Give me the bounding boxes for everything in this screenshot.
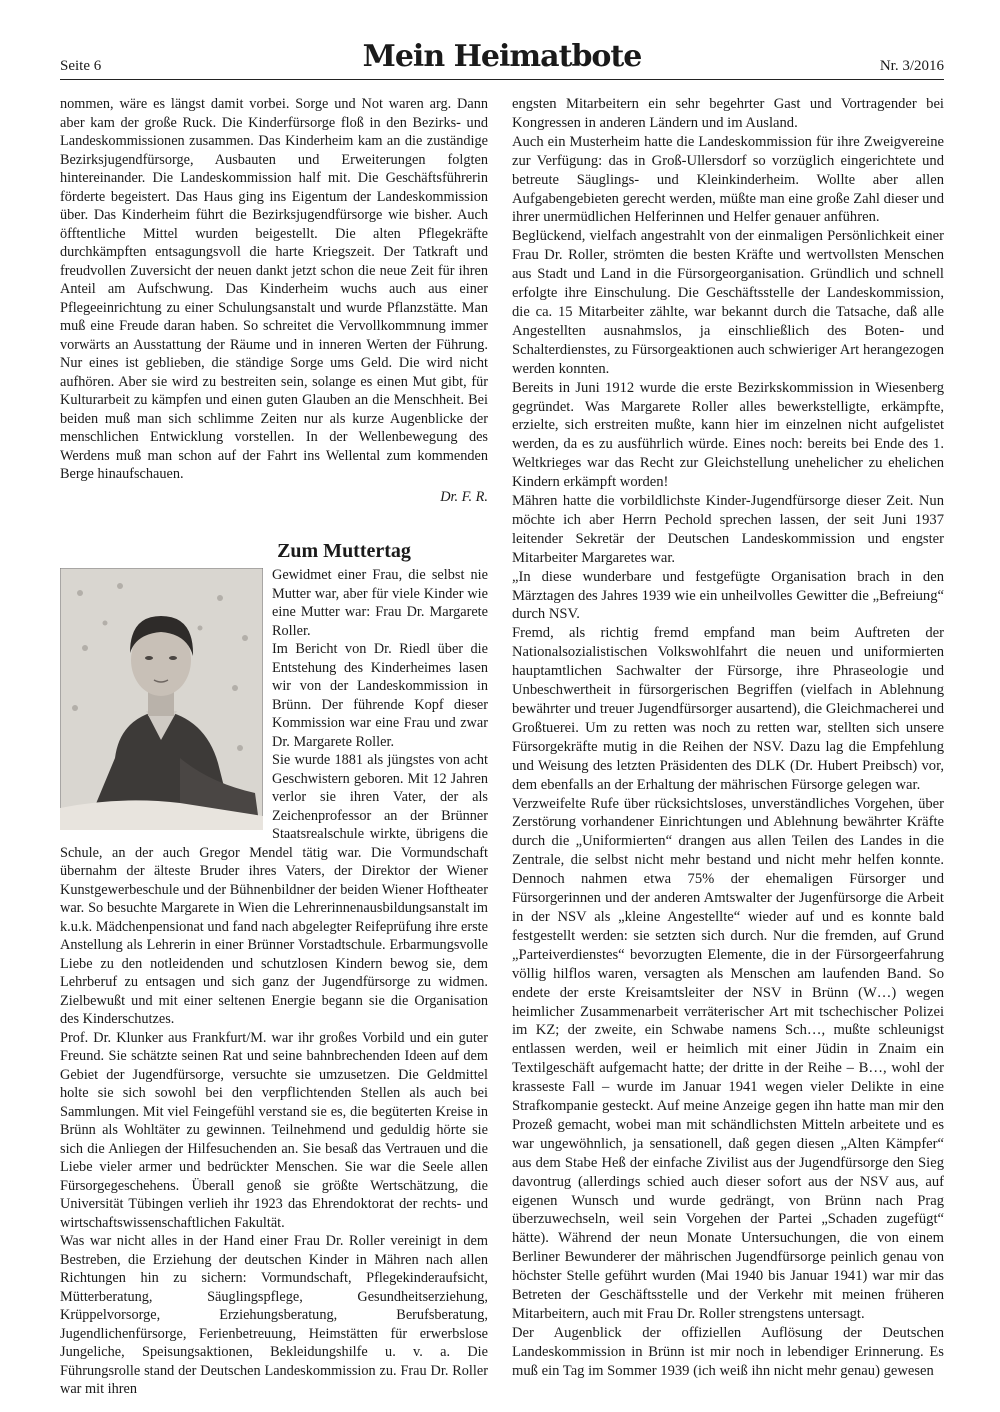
article-paragraph: Mähren hatte die vorbildlichste Kinder-Jugendfürsorge dieser Zeit. Nun möchte ich aber Herrn Pechold sprechen lassen, der seit Juni 1937 leitender Sekretär der Deutschen Landeskommission und engster Mitarbeiter Margaretes war. <box>512 493 944 566</box>
article-paragraph: Fremd, als richtig fremd empfand man beim Auftreten der Nationalsozialistischen Volkswohlfahrt die neuen und uniformierten hauptamtlichen Sachwalter der Fürsorge, ihre Phraseologie und Unbeschwertheit in fürsorgerischen Begriffen (vielfach in Ablehnung bewährter und treuer Jugendfürsorger ausartend), die Gleichmacherei und Großtuerei. Um zu retten was noch zu retten war, stellten sich unsere Fürsorgekräfte mutig in die Reihen der NSV. Dazu lag die Empfehlung und Weisung des letzten Präsidenten des DLK (Dr. Hubert Preibsch) vor, dem ebenfalls an der Erhaltung der mährischen Fürsorge gelegen war. <box>512 625 944 793</box>
article-paragraph: Gewidmet einer Frau, die selbst nie Mutter war, aber für viele Kinder wie eine Mutter war: Frau Dr. Margarete Roller. <box>272 567 488 639</box>
issue-number: Nr. 3/2016 <box>879 58 944 74</box>
article-paragraph: Der Augenblick der offiziellen Auflösung der Deutschen Landeskommission in Brünn ist mir noch in lebendiger Erinnerung. Es muß ein Tag im Sommer 1939 (ich weiß ihn nicht mehr genau) gewesen <box>512 1324 944 1379</box>
article-paragraph: Im Bericht von Dr. Riedl über die Entstehung des Kinderheimes lasen wir von der Landeskommission in Brünn. Der führende Kopf dieser Kommission war eine Frau und zwar Dr. Margarete Roller. <box>272 641 488 750</box>
article-heading: Zum Muttertag <box>277 540 411 562</box>
page-number: Seite 6 <box>60 58 102 74</box>
article-paragraph: Beglückend, vielfach angestrahlt von der einmaligen Persönlichkeit einer Frau Dr. Roller, strömten die besten Kräfte und wertvollsten Menschen aus Stadt und Land in die Fürsorgeorganisation. Gründlich und schnell erfolgte ihre Einschulung. Die Geschäftsstelle der Landeskommission, die ca. 15 Mitarbeiter zählte, war bekannt durch die Tatsache, daß alle Angestellten ausnahmslos, ja einschließlich des Boten- und Schalterdienstes, zu Fürsorgeaktionen auch schwieriger Art herangezogen werden konnten. <box>512 228 944 377</box>
article-paragraph: Sie wurde 1881 als jüngstes von acht Geschwistern geboren. Mit 12 Jahren verlor sie ihren Vater, der als Zeichenprofessor an der Brünner Staatsrealschule wirkte, übrigens die Schule, an der auch Gregor Mendel tätig war. Die Vormundschaft übernahm der älteste Bruder ihres Vaters, der Direktor der Wiener Kunstgewerbeschule und der Bühnenbildner der beiden Wiener Hoftheater war. So besuchte Margarete in Wien die Lehrerinnenausbildungsanstalt im k.u.k. Mädchenpensionat und fand nach abgelegter Reifeprüfung ihre erste Anstellung als Lehrerin in einer Brünner Vorstadtschule. Erbarmungsvolle Liebe zu den notleidenden und schutzlosen Kindern bewog sie, dem Lehrberuf zu entsagen und sich ganz der Jugendfürsorge zu widmen. Zielbewußt und mit einer seltenen Energie begann sie die Organisation des Kinderschutzes. <box>60 752 488 1027</box>
article-paragraph: Bereits in Juni 1912 wurde die erste Bezirkskommission in Wiesenberg gegründet. Was Margarete Roller alles bewerkstelligte, erkämpfte, erzielte, sich erstreiten mußte, kann hier im einzelnen nicht aufgelistet werden, da es zu ausführlich würde. Eines noch: bereits bei Ende des 1. Weltkrieges war das Recht zur Gleichstellung unehelicher zu ehelichen Kindern erkämpft worden! <box>512 379 944 491</box>
left-column <box>60 95 488 1399</box>
masthead-title: Mein Heimatbote <box>362 39 642 74</box>
article-paragraph: „In diese wunderbare und festgefügte Organisation brach in den Märztagen des Jahres 1939 wie ein unheilvolles Gewitter die „Befreiung“ durch NSV. <box>512 568 944 623</box>
author-signature: Dr. F. R. <box>440 488 488 505</box>
right-column <box>512 95 944 1381</box>
article-paragraph: Auch ein Musterheim hatte die Landeskommission für ihre Zweigvereine zur Verfügung: das in Groß-Ullersdorf so vorzüglich eingerichtete und betreute Säuglings- und Kleinkinderheim. Wollte aber allen Aufgabengebieten gerecht werden, müßte man eine große Zahl dieser und ihrer unermüdlichen Helferinnen und Helfer genauer anführen. <box>512 133 944 226</box>
article-paragraph: Verzweifelte Rufe über rücksichtsloses, unverständliches Vorgehen, über Zerstörung vorhandener Einrichtungen und Ablehnung bewährter Kräfte durch die „Uniformierten“ drangen aus allen Teilen des Landes in die Zentrale, die selbst nicht mehr bestand und nicht mehr helfen konnte. Dennoch nahmen etwa 75% der ehemaligen Fürsorger und Fürsorgerinnen und der anderen Amtswalter der Jugenfürsorge die Arbeit in der NSV als „kleine Angestellte“ wieder auf und es konnte bald festgestellt werden: sie setzten sich durch. Nur die fremden, auf Grund „Parteiverdienstes“ bevorzugten Elemente, die in der Fürsorgeerfahrung völlig hilflos waren, versagten als Menschen am laufenden Band. So endete der erste Kreisamtsleiter der NSV in Brünn (W…) wegen heimlicher Zusammenarbeit verräterischer Art mit tschechischer Polizei im KZ; der zweite, ein Schwabe namens Sch…, mußte schleunigst entlassen werden, weil er heimlich mit einer Jüdin in Znaim ein Textilgeschäft aufgemacht hatte; der dritte in der Reihe – B…, wohl der krasseste Fall – wurde im Januar 1941 wegen vieler Delikte in eine Strafkompanie gesteckt. Auf meine Anzeige gegen ihn hatte man mir den Prozeß gemacht, wobei man mit schändlichsten Mitteln arbeitete und es war ungewöhnlich, ja sensationell, daß gegen diesen „Alten Kämpfer“ aus dem Stabe Heß der einfache Zivilist aus der Jugendfürsorge den Sieg davontrug (allerdings schied auch dieser sofort aus der NSV aus, auf eigenen Wunsch und wurde gedrängt, von Brünn nach Prag überzuwechseln, weil sein Vorgehen der Partei „Schaden zugefügt“ hätte). Während der neun Monate Untersuchungen, die von einem Berliner Bewunderer der mährischen Jugendfürsorge peinlich genau von höchster Stelle geführt wurden (Mai 1940 bis Januar 1941) war mir das Betreten der Geschäftsstelle und der Verkehr mit meinen früheren Mitarbeitern, auch mit Frau Dr. Roller strengstens untersagt. <box>512 795 944 1322</box>
article-paragraph: Was war nicht alles in der Hand einer Frau Dr. Roller vereinigt in dem Bestreben, die Erziehung der deutschen Kinder in Mähren nach allen Richtungen hin zu sichern: Vormundschaft, Pflegekinderaufsicht, Mütterberatung, Säuglingspflege, Gesundheitserziehung, Krüppelvorsorge, Erziehungsberatung, Berufsberatung, Jugendlichenfürsorge, Ferienbetreuung, Heimstätten für erwerbslose Jungeliche, Speisungsaktionen, Bekleidungshilfe u. v. a. Die Führungsrolle stand der Deutschen Landeskommission zu. Frau Dr. Roller war mit ihren <box>60 1233 488 1397</box>
article-paragraph: Prof. Dr. Klunker aus Frankfurt/M. war ihr großes Vorbild und ein guter Freund. Sie schätzte seinen Rat und seine bahnbrechenden Ideen auf dem Gebiet der Jugendfürsorge, versuchte sie umzusetzen. Die Geldmittel holte sie sich sowohl bei den verpflichtenden Stellen als auch bei Sammlungen. Mit viel Feingefühl verstand sie es, die begüterten Kreise in Brünn als Wohltäter zu gewinnen. Teilnehmend und geduldig hörte sie sich die Anliegen der Hilfesuchenden an. Sie besaß das Vertrauen und die Liebe vieler armer und bedrückter Menschen. Sie war die Seele allen Fürsorgegeschehens. Überall genoß sie größte Wertschätzung, die Universität Tübingen verlieh ihr 1923 das Ehrendoktorat der rechts- und wirtschaftswissenschaftlichen Fakultät. <box>60 1029 488 1231</box>
header-rule <box>60 79 944 80</box>
page-header <box>60 38 944 78</box>
continued-paragraph: nommen, wäre es längst damit vorbei. Sorge und Not waren arg. Dann aber kam der große Ruck. Die Kinderfürsorge floß in den Bezirks- und Landeskommissionen zusammen. Das Kinderheim kam an die zuständige Bezirksjugendfürsorge, Ausbauten und Erweiterungen folgten hintereinander. Die Landeskommission half mit. Die Geschäftsführerin förderte begeistert. Das Haus ging ins Eigentum der Landeskommission über. Das Kinderheim führt die Bezirksjugendfürsorge wie bisher. Auch öfftentliche Mittel wurden beigestellt. Die alten Pflegekräfte durchkämpften entsagungsvoll die harte Kriegszeit. Der Tatkraft und freudvollen Zuversicht der neuen dankt jetzt schon die neue Zeit für ihren Anteil am Aufschwung. Das Kinderheim wuchs auch aus einer Pflegeeinrichtung zu einer Schulungsanstalt und wurde Pflanzstätte. Man muß eine Freude daran haben. So schreitet die Vervollkommnung immer vorwärts an Ausstattung der Räume und in inneren Werten der Führung. Nur eines ist geblieben, die ständige Sorge ums Geld. Die wird nicht aufhören. Aber sie wird zu bestreiten sein, solange es einen Mut gibt, für Kulturarbeit zu kämpfen und einen guten Glauben an die Menschheit. Bei beiden muß man sich schlimme Zeiten nur als kurze Augenblicke der menschlichen Entwicklung vorstellen. In der Wellenbewegung des Werdens muß man schon auf der Fahrt ins Wellental zum kommenden Berge hinaufschauen. <box>60 96 488 482</box>
portrait-photo <box>60 568 263 830</box>
article-paragraph: engsten Mitarbeitern ein sehr begehrter Gast und Vortragender bei Kongressen in anderen Ländern und im Ausland. <box>512 96 944 131</box>
